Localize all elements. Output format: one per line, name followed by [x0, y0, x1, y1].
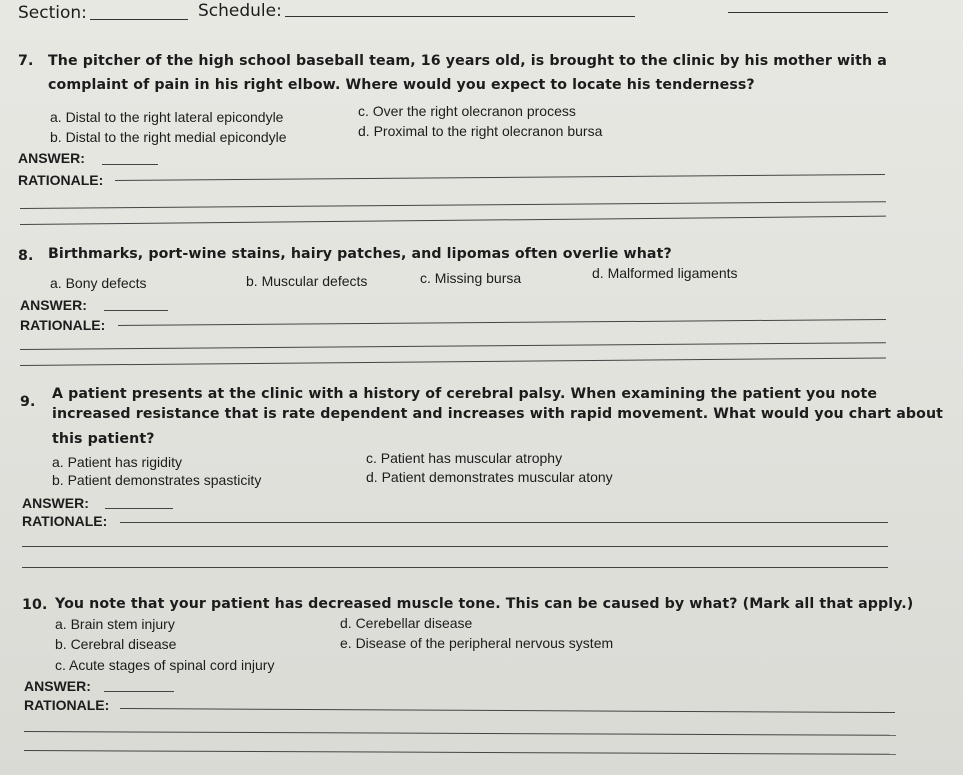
rationale-line[interactable] [20, 201, 886, 209]
question-number: 10. [22, 597, 48, 613]
answer-blank[interactable] [105, 508, 173, 509]
question-text-line: increased resistance that is rate dependent and increases with rapid movement. What would you chart about [52, 406, 944, 422]
rationale-label: RATIONALE: [18, 172, 104, 188]
rationale-line[interactable] [120, 708, 895, 713]
answer-blank[interactable] [104, 310, 168, 311]
answer-blank[interactable] [104, 691, 174, 692]
option-a: a. Distal to the right lateral epicondyle [50, 109, 284, 125]
rationale-line[interactable] [24, 731, 896, 736]
answer-label: ANSWER: [22, 495, 89, 511]
answer-label: ANSWER: [18, 150, 85, 166]
option-a: a. Patient has rigidity [52, 454, 182, 470]
header-extra-blank [728, 12, 888, 13]
option-c: c. Missing bursa [420, 270, 522, 286]
option-d: d. Proximal to the right olecranon bursa [358, 123, 603, 139]
option-d: d. Malformed ligaments [592, 265, 738, 281]
section-label: Section: [18, 3, 87, 23]
question-number: 8. [18, 248, 34, 264]
option-d: d. Cerebellar disease [340, 615, 473, 631]
question-text-line: You note that your patient has decreased muscle tone. This can be caused by what? (Mark all that apply.) [55, 596, 914, 612]
answer-blank[interactable] [102, 164, 158, 165]
answer-label: ANSWER: [24, 678, 91, 694]
rationale-line[interactable] [20, 342, 886, 350]
rationale-line[interactable] [20, 357, 886, 366]
question-number: 9. [20, 394, 36, 410]
option-c: c. Patient has muscular atrophy [366, 450, 563, 466]
rationale-line[interactable] [20, 216, 886, 225]
question-text-line: A patient presents at the clinic with a history of cerebral palsy. When examining the patient you note [52, 386, 878, 402]
option-c: c. Over the right olecranon process [358, 103, 576, 119]
option-e: e. Disease of the peripheral nervous system [340, 635, 614, 651]
question-text-line: this patient? [52, 431, 155, 447]
option-c: c. Acute stages of spinal cord injury [55, 657, 275, 673]
option-a: a. Bony defects [50, 275, 147, 291]
option-b: b. Patient demonstrates spasticity [52, 472, 262, 488]
option-a: a. Brain stem injury [55, 616, 175, 632]
answer-label: ANSWER: [20, 297, 87, 313]
rationale-line[interactable] [120, 522, 888, 523]
question-text-line: Birthmarks, port-wine stains, hairy patches, and lipomas often overlie what? [48, 246, 672, 262]
rationale-line[interactable] [24, 750, 896, 755]
option-b: b. Distal to the right medial epicondyle [50, 129, 287, 145]
schedule-blank[interactable] [285, 16, 635, 17]
rationale-label: RATIONALE: [24, 697, 110, 713]
rationale-line[interactable] [22, 567, 888, 568]
rationale-label: RATIONALE: [22, 513, 108, 529]
option-b: b. Muscular defects [246, 273, 368, 289]
rationale-line[interactable] [118, 319, 886, 326]
section-blank[interactable] [90, 19, 188, 20]
schedule-label: Schedule: [198, 1, 282, 21]
rationale-label: RATIONALE: [20, 317, 106, 333]
question-text-line: complaint of pain in his right elbow. Where would you expect to locate his tenderness? [48, 77, 755, 93]
rationale-line[interactable] [115, 174, 885, 181]
option-d: d. Patient demonstrates muscular atony [366, 469, 613, 485]
question-number: 7. [18, 53, 34, 69]
question-text-line: The pitcher of the high school baseball team, 16 years old, is brought to the clinic by his mother with a [48, 53, 887, 69]
rationale-line[interactable] [22, 546, 888, 547]
option-b: b. Cerebral disease [55, 636, 177, 652]
